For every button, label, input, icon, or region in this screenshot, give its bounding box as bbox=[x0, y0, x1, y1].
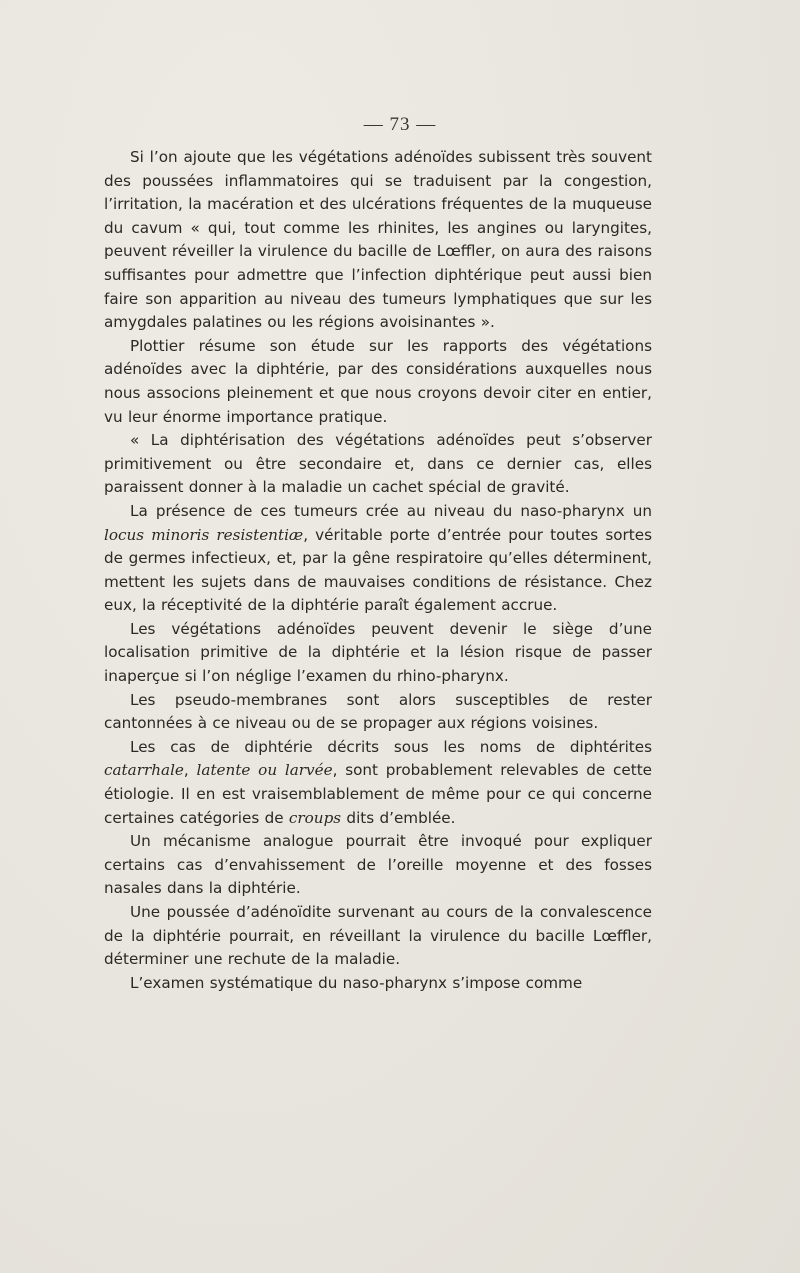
paragraph bbox=[104, 335, 652, 429]
text-segment: L’examen systématique du naso-pharynx s’impose comme bbox=[130, 973, 583, 992]
paragraph bbox=[104, 618, 652, 689]
text-segment: Les cas de diphtérie décrits sous les noms de diphtérites bbox=[130, 737, 652, 756]
paragraph bbox=[104, 689, 652, 736]
text-segment: dits d’emblée. bbox=[341, 808, 456, 827]
text-segment: , sont probablement relevables de cette étiologie. Il en est vraisemblablement de même pour ce qui concerne certaines catégories de bbox=[104, 761, 653, 827]
paragraph bbox=[104, 830, 652, 901]
italic-term: catarrhale bbox=[104, 761, 184, 780]
paragraph bbox=[104, 736, 652, 830]
page-number: — 73 — bbox=[363, 114, 437, 135]
text-segment: Les végétations adénoïdes peuvent devenir le siège d’une localisation primitive de la diphtérie et la lésion risque de passer inaperçue si l’on néglige l’examen du rhino-pharynx. bbox=[104, 619, 652, 686]
text-segment: , véritable porte d’entrée pour toutes sortes de germes infectieux, et, par la gêne respiratoire qu’elles déterminent, mettent les sujets dans de mauvaises conditions de résistance. Chez eux, la réceptivité de la diphtérie paraît également accrue. bbox=[104, 525, 652, 615]
text-segment: La présence de ces tumeurs crée au niveau du naso-pharynx un bbox=[130, 501, 652, 520]
paragraph bbox=[104, 429, 652, 500]
text-segment: Une poussée d’adénoïdite survenant au cours de la convalescence de la diphtérie pourrait, en réveillant la virulence du bacille Lœffler, déterminer une rechute de la maladie. bbox=[104, 903, 652, 969]
paragraph bbox=[104, 901, 652, 972]
paragraph bbox=[104, 972, 652, 996]
paragraph bbox=[104, 146, 652, 335]
text-segment: « La diphtérisation des végétations adénoïdes peut s’observer primitivement ou être secondaire et, dans ce dernier cas, elles paraissent donner à la maladie un cachet spécial de gravité. bbox=[104, 431, 652, 497]
italic-term: locus minoris resistentiæ bbox=[104, 525, 304, 544]
paragraph bbox=[104, 500, 652, 618]
text-segment: , bbox=[183, 761, 197, 780]
italic-term: latente ou larvée bbox=[196, 761, 333, 780]
text-segment: Les pseudo-membranes sont alors susceptibles de rester cantonnées à ce niveau ou de se propager aux régions voisines. bbox=[104, 690, 652, 733]
italic-term: croups bbox=[288, 808, 342, 827]
body-text bbox=[104, 146, 652, 995]
text-segment: Plottier résume son étude sur les rapports des végétations adénoïdes avec la diphtérie, par des considérations auxquelles nous nous associons pleinement et que nous croyons devoir citer en entier, vu leur énorme importance pratique. bbox=[104, 336, 652, 426]
text-segment: Un mécanisme analogue pourrait être invoqué pour expliquer certains cas d’envahissement de l’oreille moyenne et des fosses nasales dans la diphtérie. bbox=[104, 832, 652, 898]
text-segment: Si l’on ajoute que les végétations adénoïdes subissent très souvent des poussées inflammatoires qui se traduisent par la congestion, l’irritation, la macération et des ulcérations fréquentes de la muqueuse du cavum « qui, tout comme les rhinites, les angines ou laryngites, peuvent réveiller la virulence du bacille de Lœffler, on aura des raisons suffisantes pour admettre que l’infection diphtérique peut aussi bien faire son apparition au niveau des tumeurs lymphatiques que sur les amygdales palatines ou les régions avoisinantes ». bbox=[104, 148, 652, 332]
